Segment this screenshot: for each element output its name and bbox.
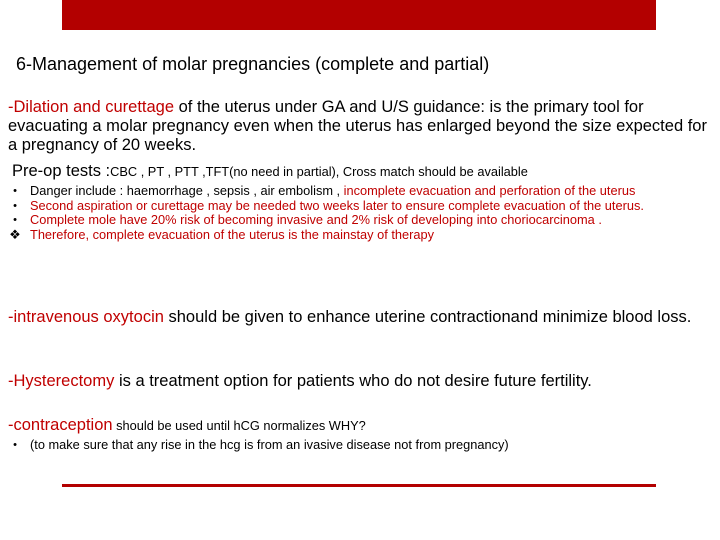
dilation-lead: -Dilation and curettage: [8, 98, 175, 116]
bullet-dot-icon: •: [13, 199, 17, 212]
bullet-text-red: Complete mole have 20% risk of becoming invasive and 2% risk of developing into choriocarcinoma .: [30, 212, 602, 227]
bullet-list: [8, 184, 713, 242]
contraception-lead: -contraception: [8, 416, 113, 434]
bullet-text: (to make sure that any rise in the hcg is from an ivasive disease not from pregnancy): [30, 437, 509, 452]
bullet-item-risk: [8, 213, 713, 228]
bullet-item-second-aspiration: [8, 199, 713, 214]
bullet-dot-icon: •: [13, 439, 17, 451]
bullet-dot-icon: •: [13, 185, 17, 197]
bullet-text-red: Therefore, complete evacuation of the uterus is the mainstay of therapy: [30, 226, 435, 242]
slide-title: 6-Management of molar pregnancies (complete and partial): [16, 54, 490, 74]
oxytocin-text: should be given to enhance uterine contractionand minimize blood loss.: [163, 308, 692, 326]
preop-detail: CBC , PT , PTT ,TFT(no need in partial), Cross match should be available: [110, 164, 528, 179]
bullet-item-danger: [8, 184, 713, 199]
hysterectomy-text: is a treatment option for patients who do not desire future fertility.: [114, 372, 592, 390]
oxytocin-paragraph: [8, 308, 714, 327]
hysterectomy-paragraph: [8, 372, 592, 391]
final-bullet-list: [8, 438, 713, 453]
diamond-bullet-icon: ❖: [9, 226, 21, 242]
bottom-red-line: [62, 484, 656, 487]
contraception-text: should be used until hCG normalizes WHY?: [112, 418, 366, 433]
contraception-paragraph: [8, 416, 366, 435]
dilation-text: of the uterus under GA and U/S guidance: is the primary tool for evacuating a molar pregnancy even when the uterus has enlarged beyond the size expected for a pregnancy of 20 weeks.: [8, 98, 707, 154]
preop-label: Pre-op tests :: [12, 162, 111, 180]
bullet-item-hcg-reason: [8, 438, 713, 453]
bullet-text-red: incomplete evacuation and perforation of the uterus: [343, 183, 636, 198]
hysterectomy-lead: -Hysterectomy: [8, 372, 115, 390]
dilation-paragraph: [8, 98, 714, 155]
bullet-dot-icon: •: [13, 214, 17, 226]
bullet-text-red: Second aspiration or curettage may be needed two weeks later to ensure complete evacuation of the uterus.: [30, 197, 644, 213]
oxytocin-lead: -intravenous oxytocin: [8, 308, 164, 326]
bullet-text-black: Danger include : haemorrhage , sepsis , air embolism ,: [30, 183, 344, 198]
bullet-item-therefore: [8, 228, 713, 243]
preop-line: [12, 162, 528, 181]
top-red-bar: [62, 0, 656, 30]
